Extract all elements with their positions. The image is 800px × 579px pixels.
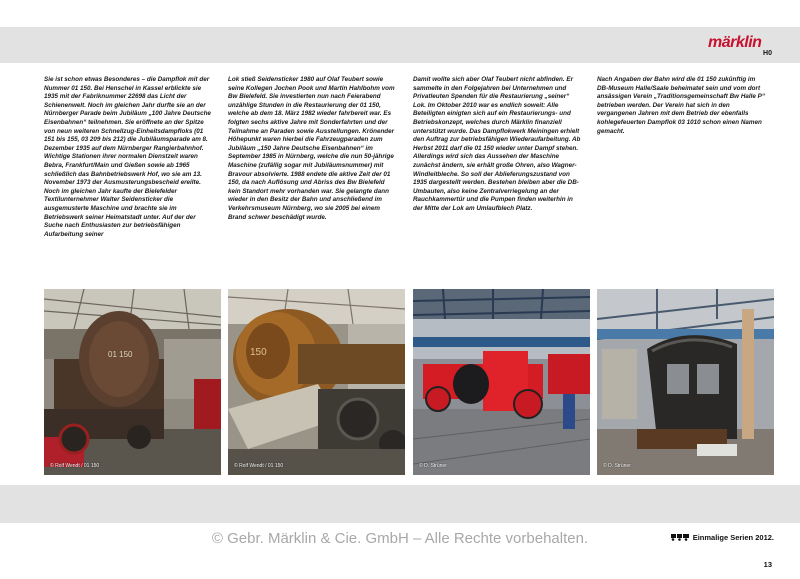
train-icon: [671, 534, 689, 541]
series-label: [671, 533, 774, 542]
text-column-4: Nach Angaben der Bahn wird die 01 150 zukünftig im DB-Museum Halle/Saale beheimatet sein und vom dort ansässigen Verein „Traditionsgemeinschaft Bw Halle P“ betrieben werden. Der Verein hat sich in den vergangenen Jahren mit dem Betrieb der ebenfalls kohlegefeuerten Dampflok 03 1010 schon einen Namen gemacht.: [597, 76, 765, 135]
copyright-text: © Gebr. Märklin & Cie. GmbH – Alle Rechte vorbehalten.: [211, 530, 589, 547]
photo-credit: © Rolf Wendt / 01 150: [50, 463, 100, 469]
svg-text:150: 150: [250, 347, 267, 358]
text-column-3: Damit wollte sich aber Olaf Teubert nicht abfinden. Er sammelte in den Folgejahren bei Unternehmen und Privatleuten Spenden für die Restaurierung „seiner“ Lok. Im Oktober 2010 war es endlich soweit: Alle Beteiligten einigten sich auf ein Restaurierungs- und Betriebskonzept, welches durch Märklin finanziell unterstützt wurde. Das Dampflokwerk Meiningen erhielt den Auftrag zur betriebsfähigen Wiederaufarbeitung. Ab Herbst 2011 darf die 01 150 wieder unter Dampf stehen. Allerdings wird sich das Aussehen der Maschine zunächst ändern, sie erhält große Ohren, also Wagner-Windleitbleche. So soll der Ablieferungszustand von 1935 dargestellt werden. Bestehen bleiben aber die DB-Umbauten, also keine Zentralverriegelung an der Rauchkammertür und die Pumpen finden weiterhin in der Mitte der Lok am Umlaufblech Platz.: [413, 76, 581, 212]
logo-scale: H0: [763, 50, 772, 57]
photo-frame-in-workshop: [413, 289, 590, 475]
header-band: [0, 27, 800, 63]
photo-credit: © Rolf Wendt / 01 150: [234, 463, 284, 469]
text-column-1: Sie ist schon etwas Besonderes – die Dampflok mit der Nummer 01 150. Bei Henschel in Kassel erblickte sie 1935 mit der Fabriknummer 22698 das Licht der Schienenwelt. Noch im gleichen Jahr durfte sie an der Nürnberger Parade beim Jubiläum „100 Jahre Deutsche Eisenbahnen“ teilnehmen. Sie eröffnete an der Spitze von neun weiteren Schnellzug-Einheitsdampfloks (01 151 bis 155, 03 209 bis 212) die Jubiläumsparade am 8. Dezember 1935 auf dem Nürnberger Rangierbahnhof. Wichtige Stationen ihrer normalen Dienstzeit waren Bebra, Frankfurt/Main und Gießen sowie ab 1965 schließlich das Bahnbetriebswerk Hof, wo sie am 13. November 1973 der Ausmusterungsbescheid ereilte. Noch im gleichen Jahr kaufte der Bielefelder Textilunternehmer Walter Seidensticker die ausgemusterte Maschine und brachte sie im Betriebswerk seiner Heimatstadt unter. Auf der der Suche nach Enthusiasten zur betriebsfähigen Aufarbeitung seiner: [44, 76, 211, 238]
text-column-2: Lok stieß Seidensticker 1980 auf Olaf Teubert sowie seine Kollegen Jochen Pook und Martin Hahlbohm vom Bw Bielefeld. Sie investierten nun nach Feierabend unzählige Stunden in die Restaurierung der 01 150, welche ab dem 18. März 1982 wieder fahrbereit war. Es folgten sechs aktive Jahre mit Sonderfahrten und der Teilnahme an Paraden sowie Ausstellungen. Krönender Höhepunkt waren hierbei die Fahrzeugparaden zum Jubiläum „150 Jahre Deutsche Eisenbahnen“ im September 1985 in Nürnberg, welche die nun 50-jährige Maschine (zufällig sogar mit Jubiläumsnummer) mit Bravour absolvierte. 1988 endete die aktive Zeit der 01 150, da nach Auflösung und Abriss des Bw Bielefeld kein Standort mehr vorhanden war. Sie gelangte dann wieder in den Besitz der Bahn und anschließend im Verkehrsmuseum Nürnberg, wo sie 2005 bei einem Brand schwer beschädigt wurde.: [228, 76, 395, 221]
maerklin-logo: [708, 35, 772, 59]
footer-band: [0, 485, 800, 523]
logo-wordmark: märklin: [708, 34, 762, 51]
photo-cab-in-workshop: [597, 289, 774, 475]
series-text: Einmalige Serien 2012.: [692, 533, 774, 542]
svg-text:01 150: 01 150: [108, 350, 133, 359]
photo-locomotive-front: [44, 289, 221, 475]
photo-credit: © D. Strüner: [603, 463, 631, 469]
photo-credit: © D. Strüner: [419, 463, 447, 469]
page-number: 13: [763, 560, 772, 569]
photo-locomotive-boiler: [228, 289, 405, 475]
